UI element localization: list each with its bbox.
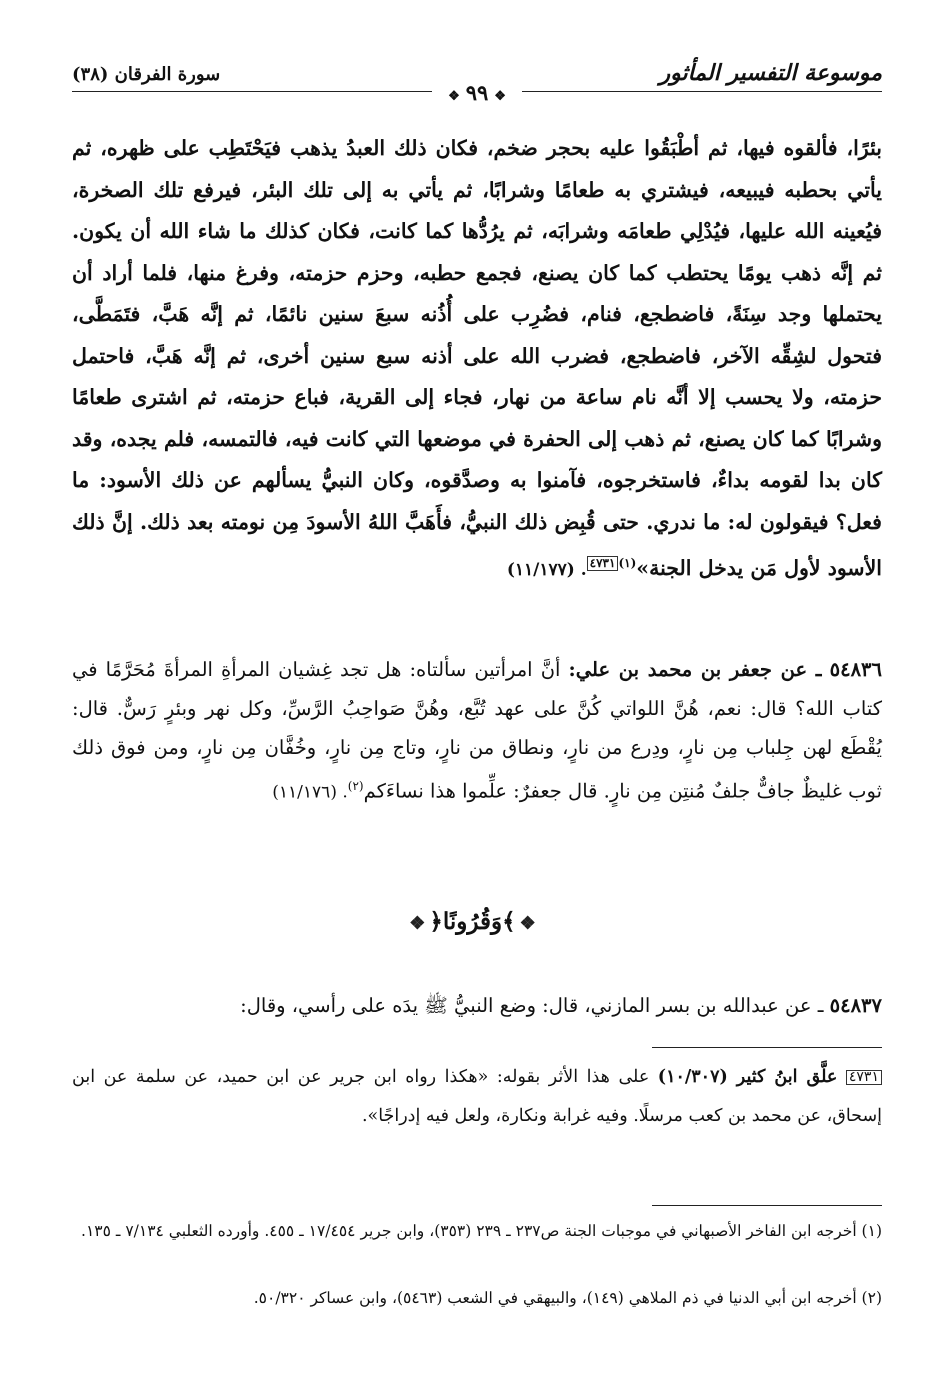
narration-text: أنَّ امرأتين سألتاه: هل تجد غِشيان المرأةِ المرأةَ مُحَرَّمًا في كتاب الله؟ قال: نعم، هُنَّ اللواتي كُنَّ على عهد تُبَّع، وهُنَّ صَواحِبُ الرَّسِّ، وكل نهر وبئرٍ رَسٌّ. قال: يُقْطَع لهن جِلباب مِن نارٍ، ودِرع من نارٍ، ونطاق من نارٍ، وتاج مِن نارٍ، وخُفَّان مِن نارٍ، ومن فوق ذلك ثوب غليظٌ جافٌّ جلفٌ مُنتِن مِن نارٍ. قال جعفرٌ: علِّموا هذا نساءَكم: [72, 658, 882, 803]
section-title-text: ﴿وَقُرُونًا﴾: [429, 908, 516, 935]
editor-note-text: على هذا الأثر بقوله: «هكذا رواه ابن جرير عن ابن حميد، عن سلمة عن ابن إسحاق، عن محمد بن كعب مرسلًا. وفيه غرابة ونكارة، ولعل فيه إدراجًا».: [72, 1067, 882, 1126]
footnotes-divider: [652, 1205, 882, 1206]
note-box-ref: ٤٧٣١: [587, 556, 619, 571]
volume-reference-1: . (١١/١٧٧): [506, 559, 587, 580]
editor-note-box: ٤٧٣١: [846, 1070, 882, 1085]
footnote-1: (١) أخرجه ابن الفاخر الأصبهاني في موجبات الجنة ص٢٣٧ ـ ٢٣٩ (٣٥٣)، وابن جرير ١٧/٤٥٤ ـ ٤٥٥. وأورده الثعلبي ٧/١٣٤ ـ ١٣٥.: [81, 1222, 882, 1240]
narration-number: ٥٤٨٣٦: [829, 658, 882, 681]
ornament-icon: ❖: [519, 913, 536, 934]
book-title: موسوعة التفسير المأثور: [659, 60, 882, 86]
ornament-right-icon: ❖: [448, 89, 460, 104]
narration-text: ـ عن عبدالله بن بسر المازني، قال: وضع النبيُّ ﷺ يدَه على رأسي، وقال:: [240, 994, 824, 1017]
page-number-wrap: [72, 80, 882, 105]
editor-note: [72, 1058, 882, 1136]
main-paragraph-text: بئرًا، فألقوه فيها، ثم أطْبَقُوا عليه بحجر ضخم، فكان ذلك العبدُ يذهب فيَحْتَطِب على ظهره، ثم يأتي بحطبه فيبيعه، فيشتري به طعامًا وشرابًا، ثم يأتي به إلى تلك البئر، فيرفع تلك الصخرة، فيُعينه الله عليها، فيُدْلِي طعامَه وشرابَه، ثم يرُدُّها كما كانت، فكان كذلك ما شاء الله أن يكون. ثم إنَّه ذهب يومًا يحتطب كما كان يصنع، فجمع حطبه، وحزم حزمته، وفرغ منها، فلما أراد أن يحتملها وجد سِنَةً، فاضطجع، فنام، فضُرِب على أُذُنه سبعَ سنين نائمًا، ثم إنَّه هَبَّ، فتَمَطَّى، فتحول لشِقِّه الآخر، فاضطجع، فضرب الله على أذنه سبع سنين أخرى، ثم إنَّه هَبَّ، فاحتمل حزمته، ولا يحسب إلا أنَّه نام ساعة من نهار، فجاء إلى القرية، فباع حزمته، ثم اشترى طعامًا وشرابًا كما كان يصنع، ثم ذهب إلى الحفرة في موضعها التي كانت فيه، فالتمسه، فلم يجده، وقد كان بدا لقومه بداءٌ، فاستخرجوه، فآمنوا به وصدَّقوه، وكان النبيُّ يسألهم عن ذلك الأسود: ما فعل؟ فيقولون له: ما ندري. حتى قُبِض ذلك النبيُّ، فأَهَبَّ اللهُ الأسودَ مِن نومته بعد ذلك. إنَّ ذلك الأسود لأول مَن يدخل الجنة»: [72, 136, 882, 580]
page-number: [432, 80, 522, 105]
footnote-2: (٢) أخرجه ابن أبي الدنيا في ذم الملاهي (١٤٩)، والبيهقي في الشعب (٥٤٦٣)، وابن عساكر ٥٠/٣٢٠.: [253, 1289, 882, 1307]
page-header: [72, 56, 882, 116]
narration-54837: [72, 986, 882, 1025]
footnote-mark-1: (١): [618, 556, 637, 570]
narration-number: ٥٤٨٣٧: [829, 994, 882, 1017]
narration-54836: [72, 650, 882, 813]
page-number-text: ٩٩: [465, 80, 489, 105]
volume-reference-2: . (١١/١٧٦): [272, 782, 348, 803]
surah-title: سورة الفرقان (٣٨): [72, 64, 221, 85]
notes-divider: [652, 1047, 882, 1048]
ornament-left-icon: ❖: [494, 89, 506, 104]
main-paragraph: [72, 128, 882, 591]
footnote-mark-2: (٢): [347, 779, 364, 793]
editor-note-lead: علَّق ابنُ كثير (١٠/٣٠٧): [657, 1067, 838, 1087]
section-title: [0, 908, 945, 935]
narrator: ـ عن جعفر بن محمد بن علي:: [568, 658, 822, 681]
ornament-icon: ❖: [409, 913, 426, 934]
